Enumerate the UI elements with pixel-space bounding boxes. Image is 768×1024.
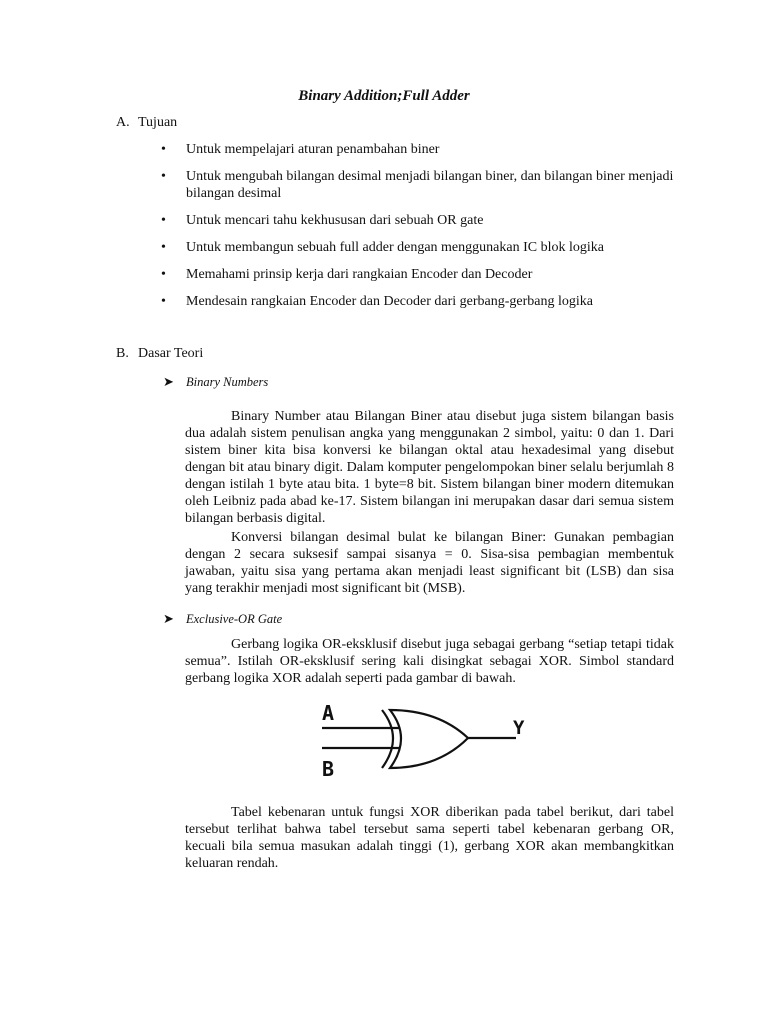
list-item: • Untuk mempelajari aturan penambahan biner [161, 141, 676, 158]
arrow-bullet-icon: ➤ [163, 611, 174, 626]
section-a-letter: A. [116, 115, 130, 130]
subsection-title: Exclusive-OR Gate [186, 612, 283, 626]
subsection-title: Binary Numbers [186, 375, 269, 389]
subsection-exclusive-or [163, 611, 282, 627]
xor-gate-diagram [318, 700, 532, 784]
output-y-label: Y [513, 717, 525, 739]
list-item: • Untuk mengubah bilangan desimal menjadi bilangan biner, dan bilangan biner menjadi bilangan desimal [161, 168, 676, 202]
or-gate-body [390, 710, 468, 768]
list-item: • Mendesain rangkaian Encoder dan Decoder dari gerbang-gerbang logika [161, 293, 676, 310]
arrow-bullet-icon: ➤ [163, 374, 174, 389]
section-b-heading [116, 346, 203, 362]
xor-input-curve [382, 710, 393, 768]
document-title: Binary Addition;Full Adder [298, 88, 470, 104]
section-a-heading [116, 115, 177, 131]
list-item: • Untuk membangun sebuah full adder dengan menggunakan IC blok logika [161, 239, 676, 256]
input-b-label: B [322, 757, 335, 781]
list-item: • Memahami prinsip kerja dari rangkaian Encoder dan Decoder [161, 266, 676, 283]
input-a-label: A [322, 701, 335, 725]
xor-paragraph-2: Tabel kebenaran untuk fungsi XOR diberikan pada tabel berikut, dari tabel tersebut terlihat bahwa tabel tersebut sama seperti tabel kebenaran gerbang OR, kecuali bila semua masukan adalah tinggi (1), gerbang XOR akan membangkitkan keluaran rendah. [185, 805, 674, 871]
section-b-letter: B. [116, 346, 129, 361]
binary-numbers-paragraph-1: Binary Number atau Bilangan Biner atau disebut juga sistem bilangan basis dua adalah sistem penulisan angka yang menggunakan 2 simbol, yaitu: 0 dan 1. Dari sistem biner kita bisa konversi ke bilangan oktal atau hexadesimal yang disebut dengan bit atau binary digit. Dalam komputer pengelompokan biner selalu berjumlah 8 dengan istilah 1 byte atau bita. 1 byte=8 bit. Sistem bilangan biner modern ditemukan oleh Leibniz pada abad ke-17. Sistem bilangan ini merupakan dasar dari semua sistem bilangan berbasis digital. [185, 409, 674, 526]
xor-paragraph-1: Gerbang logika OR-eksklusif disebut juga sebagai gerbang “setiap tetapi tidak semua”. Istilah OR-eksklusif sering kali disingkat sebagai XOR. Simbol standard gerbang logika XOR adalah seperti pada gambar di bawah. [185, 637, 674, 686]
section-a-title: Tujuan [138, 115, 178, 130]
list-item: • Untuk mencari tahu kekhususan dari sebuah OR gate [161, 212, 676, 229]
objectives-list [161, 141, 676, 320]
subsection-binary-numbers [163, 374, 268, 390]
binary-numbers-paragraph-2: Konversi bilangan desimal bulat ke bilangan Biner: Gunakan pembagian dengan 2 secara suksesif sampai sisanya = 0. Sisa-sisa pembagian membentuk jawaban, yaitu sisa yang pertama akan menjadi least significant bit (LSB) dan sisa yang terakhir menjadi most significant bit (MSB). [185, 530, 674, 596]
section-b-title: Dasar Teori [138, 346, 204, 361]
